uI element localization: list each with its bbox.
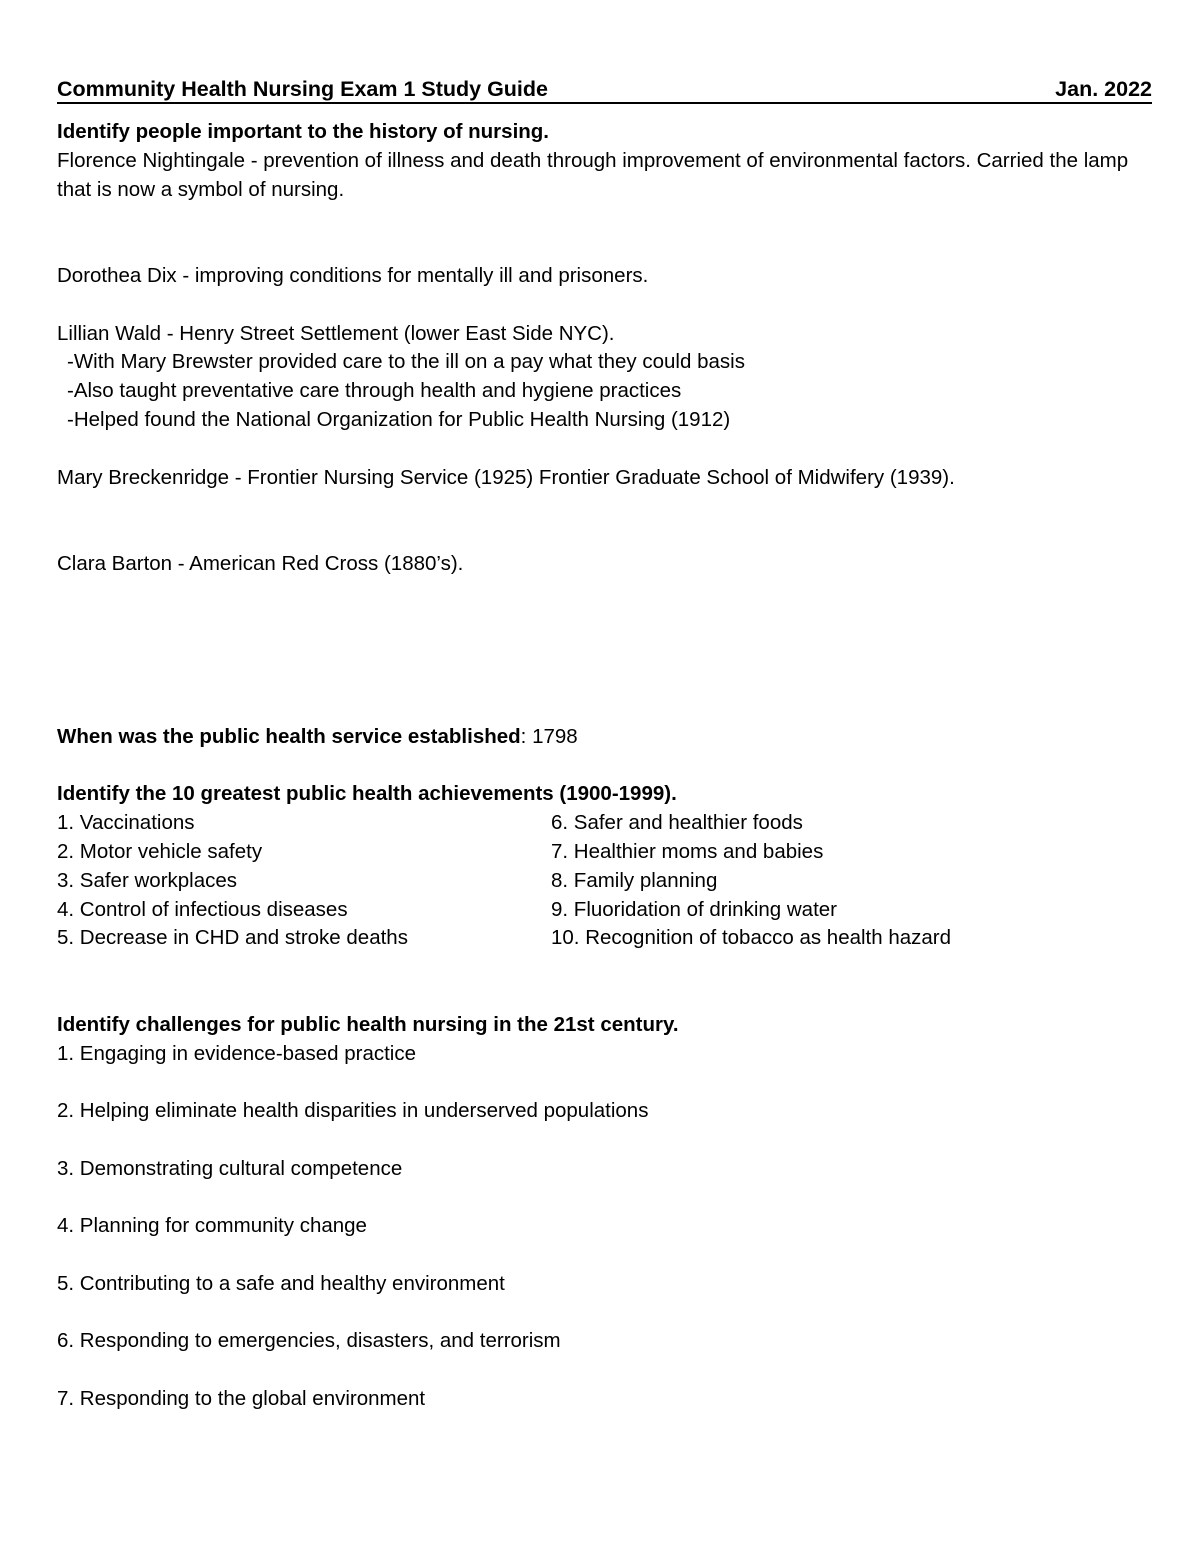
challenge-item: 2. Helping eliminate health disparities in underserved populations bbox=[57, 1099, 649, 1123]
challenge-item: 4. Planning for community change bbox=[57, 1214, 367, 1238]
challenge-item: 7. Responding to the global environment bbox=[57, 1387, 426, 1411]
challenge-item: 6. Responding to emergencies, disasters, and terrorism bbox=[57, 1329, 561, 1353]
nightingale-entry: Florence Nightingale - prevention of illness and death through improvement of environmental factors. Carried the lamp that is now a symbol of nursing. bbox=[57, 148, 1129, 201]
achievement-item: 1. Vaccinations bbox=[57, 811, 195, 835]
spacer bbox=[57, 435, 1152, 464]
history-heading: Identify people important to the history of nursing. bbox=[57, 120, 549, 143]
wald-point: -Also taught preventative care through health and hygiene practices bbox=[67, 379, 682, 403]
study-guide-page bbox=[57, 74, 1152, 1443]
challenge-item: 3. Demonstrating cultural competence bbox=[57, 1156, 403, 1180]
page-header bbox=[57, 74, 1152, 104]
achievement-item: 8. Family planning bbox=[551, 868, 718, 892]
achievement-item: 5. Decrease in CHD and stroke deaths bbox=[57, 926, 408, 950]
phs-line bbox=[57, 723, 1152, 752]
achievement-item: 4. Control of infectious diseases bbox=[57, 897, 348, 921]
spacer bbox=[57, 291, 1152, 320]
phs-answer: : 1798 bbox=[520, 724, 578, 748]
achievement-item: 6. Safer and healthier foods bbox=[551, 811, 803, 835]
dix-entry: Dorothea Dix - improving conditions for mentally ill and prisoners. bbox=[57, 263, 649, 287]
achievement-item: 10. Recognition of tobacco as health hazard bbox=[551, 926, 952, 950]
history-section bbox=[57, 118, 1152, 579]
achievements-section bbox=[57, 780, 1152, 953]
achievements-heading: Identify the 10 greatest public health achievements (1900-1999). bbox=[57, 782, 677, 806]
spacer bbox=[57, 579, 1152, 723]
barton-entry: Clara Barton - American Red Cross (1880’s). bbox=[57, 551, 464, 575]
achievement-item: 2. Motor vehicle safety bbox=[57, 839, 263, 863]
achievement-item: 9. Fluoridation of drinking water bbox=[551, 897, 838, 921]
spacer bbox=[57, 204, 1152, 262]
page-date: Jan. 2022 bbox=[1055, 77, 1152, 101]
challenge-item: 5. Contributing to a safe and healthy environment bbox=[57, 1271, 505, 1295]
achievement-item: 7. Healthier moms and babies bbox=[551, 839, 824, 863]
achievements-list bbox=[57, 809, 1152, 953]
challenges-heading: Identify challenges for public health nursing in the 21st century. bbox=[57, 1012, 679, 1036]
spacer bbox=[57, 752, 1152, 781]
spacer bbox=[57, 492, 1152, 550]
phs-section bbox=[57, 723, 1152, 752]
wald-point: -With Mary Brewster provided care to the ill on a pay what they could basis bbox=[67, 350, 745, 374]
challenge-item: 1. Engaging in evidence-based practice bbox=[57, 1041, 416, 1065]
breckenridge-entry: Mary Breckenridge - Frontier Nursing Service (1925) Frontier Graduate School of Midwifery (1939). bbox=[57, 465, 955, 489]
achievement-item: 3. Safer workplaces bbox=[57, 868, 238, 892]
wald-point: -Helped found the National Organization for Public Health Nursing (1912) bbox=[67, 407, 731, 431]
page-title: Community Health Nursing Exam 1 Study Guide bbox=[57, 77, 548, 101]
wald-entry: Lillian Wald - Henry Street Settlement (lower East Side NYC). bbox=[57, 321, 615, 345]
challenges-section bbox=[57, 1011, 1152, 1414]
phs-question: When was the public health service established bbox=[57, 724, 521, 748]
spacer bbox=[57, 953, 1152, 1011]
